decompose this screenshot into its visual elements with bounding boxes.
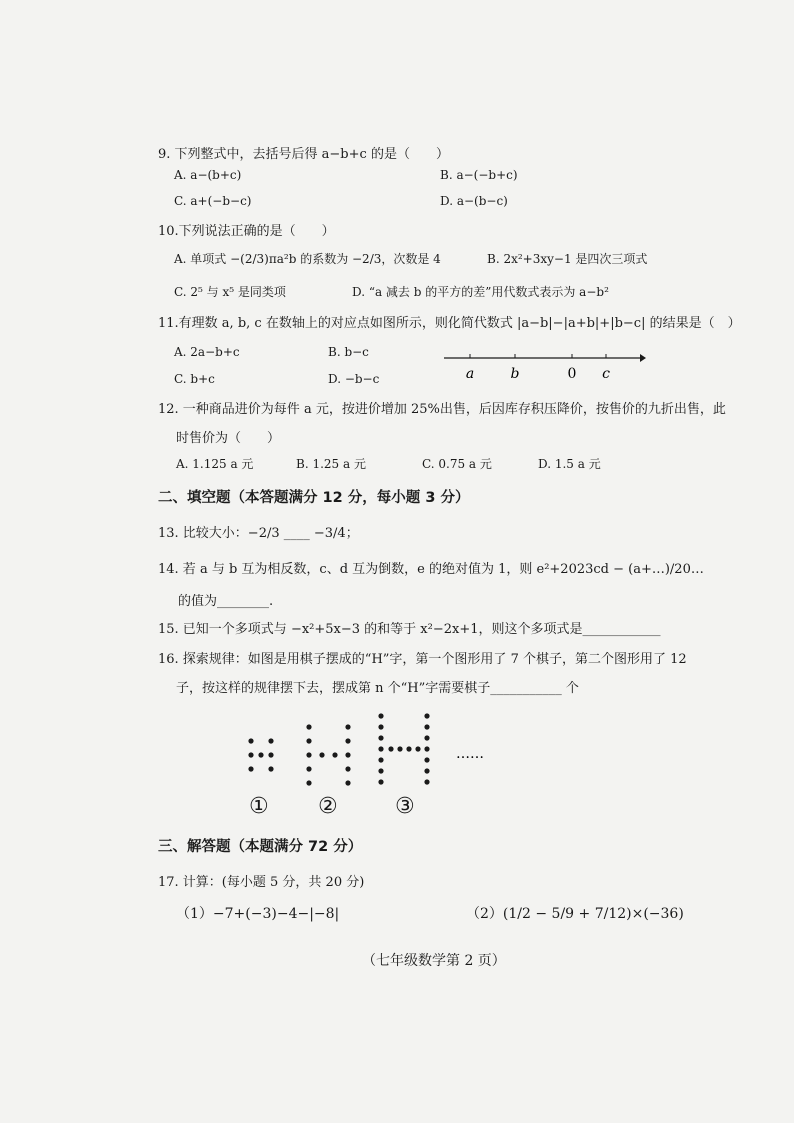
h-figure-3 (378, 713, 429, 784)
q9-option-c: C. a+(−b−c) (174, 194, 252, 208)
q17-stem: 17. 计算：(每小题 5 分，共 20 分) (158, 875, 365, 890)
h-figure-2 (306, 724, 350, 785)
q11-option-b: B. b−c (328, 345, 369, 359)
pattern-ellipsis: …… (456, 746, 484, 762)
label-c: c (602, 366, 610, 382)
q11-option-d: D. −b−c (328, 372, 380, 386)
q9-option-b: B. a−(−b+c) (440, 168, 518, 182)
q12-stem-line1: 12. 一种商品进价为每件 a 元，按进价增加 25%出售，后因库存积压降价，按售价的九折出售，此 (158, 402, 726, 417)
page-footer: （七年级数学第 2 页） (362, 953, 506, 969)
q14-line1: 14. 若 a 与 b 互为相反数，c、d 互为倒数，e 的绝对值为 1，则 e²+2023cd − (a+…)/20… (158, 562, 704, 577)
q9-stem: 9. 下列整式中，去括号后得 a−b+c 的是（ ） (158, 147, 449, 162)
q16-line1: 16. 探索规律：如图是用棋子摆成的“H”字，第一个图形用了 7 个棋子，第二个图形用了 12 (158, 652, 687, 667)
q10-option-a: A. 单项式 −(2/3)πa²b 的系数为 −2/3，次数是 4 (174, 252, 441, 266)
q10-option-c: C. 2⁵ 与 x⁵ 是同类项 (174, 285, 286, 299)
label-b: b (510, 366, 520, 382)
h-figure-1 (248, 738, 273, 771)
number-line-arrow (640, 354, 646, 362)
q17-part2: （2）(1/2 − 5/9 + 7/12)×(−36) (466, 906, 684, 922)
q11-option-a: A. 2a−b+c (174, 345, 240, 359)
q11-stem: 11.有理数 a, b, c 在数轴上的对应点如图所示，则化简代数式 |a−b|−|a+b|+|b−c| 的结果是（ ） (158, 316, 741, 331)
section2-title: 二、填空题（本答题满分 12 分，每小题 3 分） (158, 490, 470, 506)
figure-label-2: ② (318, 794, 338, 819)
q12-option-c: C. 0.75 a 元 (422, 457, 492, 471)
q12-option-b: B. 1.25 a 元 (296, 457, 366, 471)
q9-option-d: D. a−(b−c) (440, 194, 508, 208)
q10-option-b: B. 2x²+3xy−1 是四次三项式 (487, 252, 648, 266)
q12-stem-line2: 时售价为（ ） (176, 431, 281, 446)
label-a: a (465, 366, 475, 382)
q10-option-d: D. “a 减去 b 的平方的差”用代数式表示为 a−b² (352, 285, 609, 299)
figure-label-1: ① (249, 794, 269, 819)
q13-text: 13. 比较大小：−2/3 ____ −3/4； (158, 526, 359, 541)
h-pattern-figure (238, 708, 498, 788)
q10-stem: 10.下列说法正确的是（ ） (158, 224, 335, 239)
q11-option-c: C. b+c (174, 372, 215, 386)
label-0: 0 (567, 366, 577, 382)
figure-label-3: ③ (395, 794, 415, 819)
q16-line2: 子，按这样的规律摆下去，摆成第 n 个“H”字需要棋子___________ 个 (176, 681, 579, 696)
number-line-figure (440, 348, 650, 384)
q12-option-d: D. 1.5 a 元 (538, 457, 601, 471)
q12-option-a: A. 1.125 a 元 (176, 457, 254, 471)
section3-title: 三、解答题（本题满分 72 分） (158, 839, 363, 855)
q17-part1: （1）−7+(−3)−4−|−8| (176, 906, 340, 922)
q14-line2: 的值为________. (178, 594, 274, 609)
q9-option-a: A. a−(b+c) (174, 168, 242, 182)
q15-text: 15. 已知一个多项式与 −x²+5x−3 的和等于 x²−2x+1，则这个多项式是____________ (158, 622, 661, 637)
